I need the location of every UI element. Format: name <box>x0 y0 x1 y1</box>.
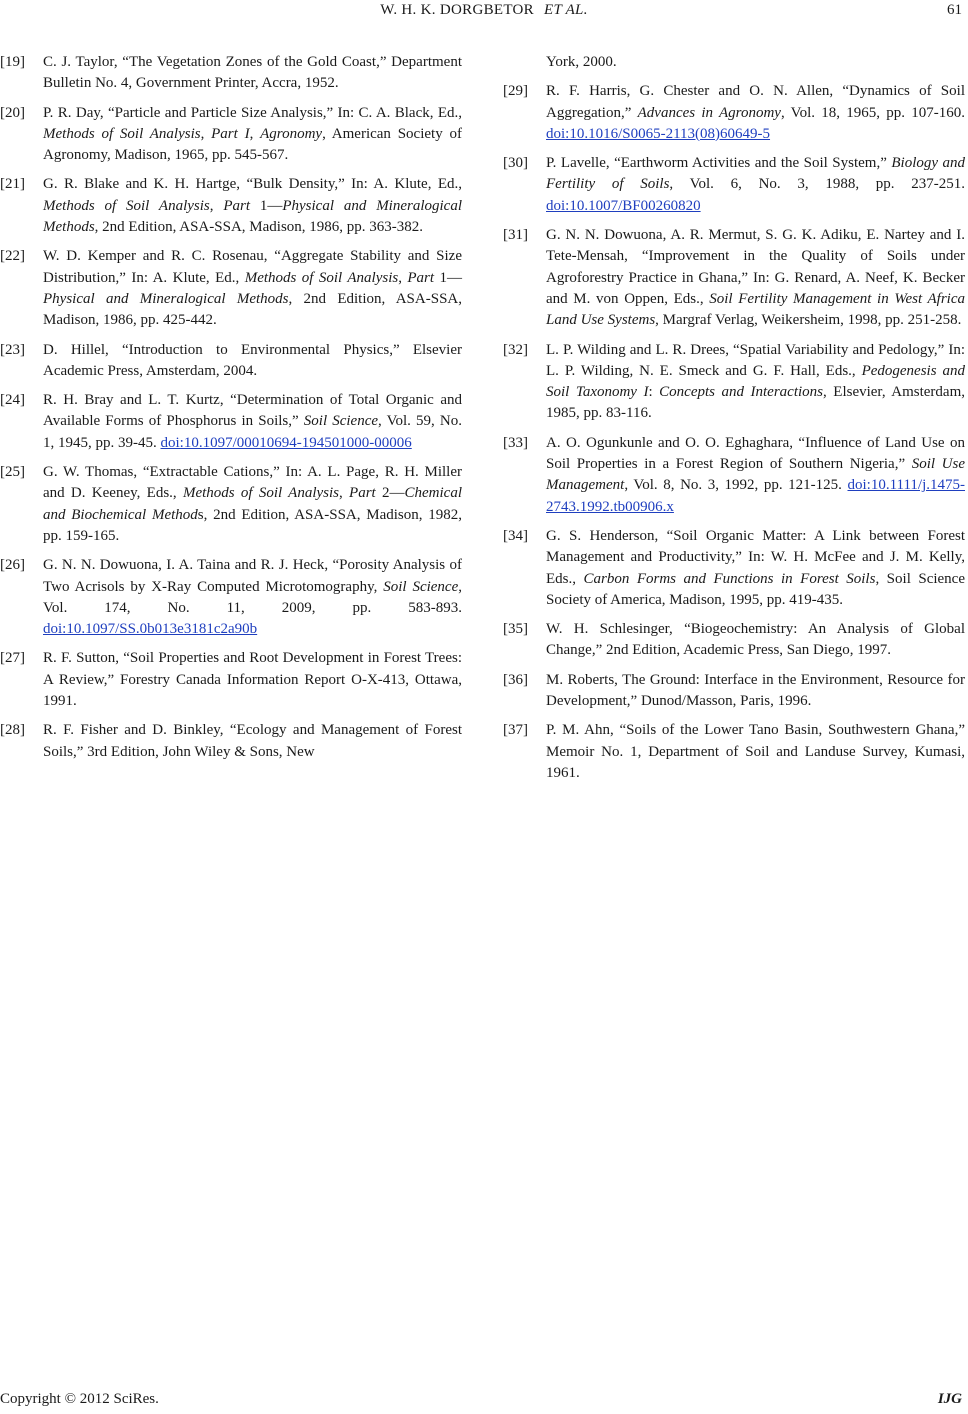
footer-journal: IJG <box>937 1391 962 1407</box>
reference-text <box>43 390 462 454</box>
reference-segment: , 2nd Edition, ASA-SSA, Madison, 1986, pp. 425-442. <box>43 290 462 329</box>
reference-segment: , American Society of Agronomy, Madison, 1965, pp. 545-567. <box>43 125 462 164</box>
reference-segment: W. D. Kemper and R. C. Rosenau, “Aggregate Stability and Size Distribution,” In: A. Klute, Ed., <box>43 248 462 286</box>
reference-text <box>43 174 462 238</box>
reference-segment: : <box>648 384 660 401</box>
reference-number: [25] <box>0 464 25 481</box>
doi-link[interactable]: doi:10.1016/S0065-2113(08)60649-5 <box>546 125 771 142</box>
reference-number: [33] <box>503 434 528 451</box>
reference-segment: D. Hillel, “Introduction to Environmental Physics,” Elsevier Academic Press, Amsterdam, 2004. <box>43 341 462 379</box>
italic-title: Soil Use Management <box>546 456 965 494</box>
reference-segment: , Soil Science Society of America, Madison, 1995, pp. 419-435. <box>546 570 965 608</box>
italic-title: Carbon Forms and Functions in Forest Soils <box>583 570 876 587</box>
doi-link[interactable]: doi:10.1097/SS.0b013e3181c2a90b <box>43 621 258 638</box>
reference-number: [21] <box>0 176 25 193</box>
reference-text <box>546 670 965 713</box>
running-head-authors: W. H. K. DORGBETOR <box>380 2 534 18</box>
doi-link[interactable]: doi:10.1097/00010694-194501000-00006 <box>160 434 412 451</box>
reference-number: [22] <box>0 248 25 265</box>
reference-segment: G. W. Thomas, “Extractable Cations,” In: A. L. Page, R. H. Miller and D. Keeney, Eds., <box>43 464 462 502</box>
reference-text <box>43 52 462 95</box>
reference-text <box>546 720 965 784</box>
reference-segment: , <box>339 485 350 502</box>
reference-segment: M. Roberts, The Ground: Interface in the Environment, Resource for Development,” Dunod/Masson, Paris, 1996. <box>546 671 965 710</box>
reference-segment: , Elsevier, Amsterdam, 1985, pp. 83-116. <box>546 384 965 422</box>
reference-number: [27] <box>0 650 25 667</box>
reference-segment: , Vol. 59, No. 1, 1945, pp. 39-45. <box>43 413 462 451</box>
reference-item <box>0 246 462 331</box>
italic-title: Physical and Mineralogical Methods <box>43 290 289 307</box>
reference-segment: , Vol. 18, 1965, pp. 107-160. <box>780 104 965 121</box>
italic-title: Soil Science <box>303 413 379 430</box>
italic-title: Concepts and Interactions <box>659 384 824 401</box>
reference-item <box>0 720 462 763</box>
reference-number: [37] <box>503 722 528 739</box>
italic-title: Soil Science <box>383 578 459 595</box>
reference-segment: G. S. Henderson, “Soil Organic Matter: A Link between Forest Management and Productivity,” In: W. H. McFee and J. M. Kelly, Eds., <box>546 527 965 587</box>
reference-segment: , 2nd Edition, ASA-SSA, Madison, 1986, pp. 363-382. <box>94 219 424 236</box>
italic-title: Chemical and Biochemical Method <box>43 485 462 523</box>
reference-item <box>0 103 462 167</box>
reference-segment: R. H. Bray and L. T. Kurtz, “Determination of Total Organic and Available Forms of Phosphorus in Soils,” <box>43 392 462 430</box>
reference-segment: G. N. N. Dowuona, A. R. Mermut, S. G. K. Adiku, E. Nartey and I. Tete-Mensah, “Improvement in the Quality of Soils under Agroforestry Practice in Ghana,” In: G. Renard, A. Neef, K. Becker and M. von Oppen, Eds., <box>546 227 965 307</box>
reference-segment: R. F. Harris, G. Chester and O. N. Allen, “Dynamics of Soil Aggregation,” <box>546 83 965 121</box>
reference-item <box>503 619 965 662</box>
italic-title: Methods of Soil Analysis <box>244 269 399 286</box>
reference-text <box>546 619 965 662</box>
reference-text <box>43 555 462 640</box>
reference-item <box>0 462 462 547</box>
reference-text <box>546 153 965 217</box>
italic-title: Part I <box>211 125 250 142</box>
doi-link[interactable]: doi:10.1007/BF00260820 <box>546 197 701 214</box>
reference-item <box>0 340 462 383</box>
reference-text <box>43 340 462 383</box>
italic-title: Methods of Soil Analysis <box>43 197 210 214</box>
italic-title: Physical and Mineralogical Methods <box>43 197 463 236</box>
reference-item <box>0 555 462 640</box>
reference-segment: C. J. Taylor, “The Vegetation Zones of the Gold Coast,” Department Bulletin No. 4, Government Printer, Accra, 1952. <box>43 54 462 92</box>
reference-segment: P. Lavelle, “Earthworm Activities and the Soil System,” <box>546 155 892 172</box>
italic-title: Part <box>407 269 435 286</box>
italic-title: Part <box>223 197 251 214</box>
reference-continuation: York, 2000. <box>546 54 617 70</box>
reference-item <box>503 81 965 145</box>
reference-segment: , <box>398 269 408 286</box>
reference-item <box>503 153 965 217</box>
reference-segment: W. H. Schlesinger, “Biogeochemistry: An Analysis of Global Change,” 2nd Edition, Academic Press, San Diego, 1997. <box>546 621 965 659</box>
reference-number: [26] <box>0 557 25 574</box>
reference-text <box>43 103 462 167</box>
reference-number: [36] <box>503 671 528 688</box>
reference-item <box>0 390 462 454</box>
reference-item <box>503 433 965 518</box>
page-number: 61 <box>947 2 962 18</box>
reference-text <box>43 462 462 547</box>
italic-title: Methods of Soil Analysis <box>43 125 201 142</box>
reference-number: [20] <box>0 104 25 121</box>
reference-number: [31] <box>503 227 528 244</box>
running-head-etal: ET AL. <box>543 2 588 18</box>
reference-item <box>503 670 965 713</box>
reference-segment: G. N. N. Dowuona, I. A. Taina and R. J. Heck, “Porosity Analysis of Two Acrisols by X-Ray Computed Microtomography, <box>43 557 462 595</box>
reference-item <box>503 225 965 331</box>
reference-segment: L. P. Wilding and L. R. Drees, “Spatial Variability and Pedology,” In: L. P. Wilding, N. E. Smeck and G. F. Hall, Eds., <box>546 341 965 379</box>
reference-segment: , Vol. 8, No. 3, 1992, pp. 121-125. <box>624 477 848 494</box>
reference-item <box>0 52 462 95</box>
italic-title: Part <box>349 485 376 502</box>
reference-text <box>43 648 462 712</box>
reference-number: [35] <box>503 621 528 638</box>
reference-item <box>0 174 462 238</box>
italic-title: Methods of Soil Analysis <box>182 485 340 502</box>
reference-number: [28] <box>0 722 25 739</box>
reference-number: [23] <box>0 341 25 358</box>
reference-segment: , Margraf Verlag, Weikersheim, 1998, pp. 251-258. <box>655 312 962 329</box>
reference-segment: s, 2nd Edition, ASA-SSA, Madison, 1982, pp. 159-165. <box>43 506 462 544</box>
italic-title: Pedogenesis and Soil Taxonomy I <box>546 362 965 401</box>
reference-segment: A. O. Ogunkunle and O. O. Eghaghara, “Influence of Land Use on Soil Properties in a Forest Region of Southern Nigeria,” <box>546 434 965 473</box>
reference-text <box>546 433 965 518</box>
reference-text <box>43 720 462 763</box>
reference-item <box>503 720 965 784</box>
italic-title: Agronomy <box>260 125 323 142</box>
reference-segment: , <box>200 125 212 142</box>
running-head <box>0 2 968 19</box>
reference-number: [24] <box>0 392 25 409</box>
reference-item <box>503 526 965 611</box>
reference-text <box>546 340 965 425</box>
italic-title: Soil Fertility Management in West Africa Land Use Systems <box>546 290 965 329</box>
italic-title: Advances in Agronomy <box>637 104 781 121</box>
reference-number: [34] <box>503 527 528 544</box>
reference-number: [32] <box>503 341 528 358</box>
reference-segment: , <box>249 125 261 142</box>
doi-link[interactable]: doi:10.1111/j.1475-2743.1992.tb00906.x <box>546 477 965 515</box>
reference-item <box>0 648 462 712</box>
reference-segment: G. R. Blake and K. H. Hartge, “Bulk Density,” In: A. Klute, Ed., <box>43 176 462 193</box>
reference-text <box>546 81 965 145</box>
reference-segment: 2— <box>375 485 405 502</box>
reference-text <box>546 526 965 611</box>
reference-item <box>503 340 965 425</box>
left-column-references <box>0 52 462 771</box>
reference-number: [29] <box>503 83 528 100</box>
footer-copyright: Copyright © 2012 SciRes. <box>0 1391 159 1407</box>
reference-segment: , <box>209 197 224 214</box>
italic-title: Biology and Fertility of Soils <box>546 155 965 193</box>
reference-segment: , Vol. 174, No. 11, 2009, pp. 583-893. <box>43 578 462 616</box>
reference-number: [19] <box>0 54 25 70</box>
reference-segment: P. M. Ahn, “Soils of the Lower Tano Basin, Southwestern Ghana,” Memoir No. 1, Department of Soil and Landuse Survey, Kumasi, 1961. <box>546 722 965 781</box>
right-column-references <box>503 52 965 792</box>
reference-segment: R. F. Fisher and D. Binkley, “Ecology and Management of Forest Soils,” 3rd Edition, John Wiley & Sons, New <box>43 722 462 760</box>
reference-segment: 1— <box>434 269 462 286</box>
reference-segment: P. R. Day, “Particle and Particle Size Analysis,” In: C. A. Black, Ed., <box>43 104 462 121</box>
reference-segment: R. F. Sutton, “Soil Properties and Root Development in Forest Trees: A Review,” Forestry Canada Information Report O-X-413, Ottawa, 1991. <box>43 650 462 710</box>
reference-segment: 1— <box>250 197 283 214</box>
reference-text <box>546 225 965 331</box>
reference-segment: , Vol. 6, No. 3, 1988, pp. 237-251. <box>669 176 966 193</box>
reference-text <box>43 246 462 331</box>
reference-number: [30] <box>503 155 528 172</box>
